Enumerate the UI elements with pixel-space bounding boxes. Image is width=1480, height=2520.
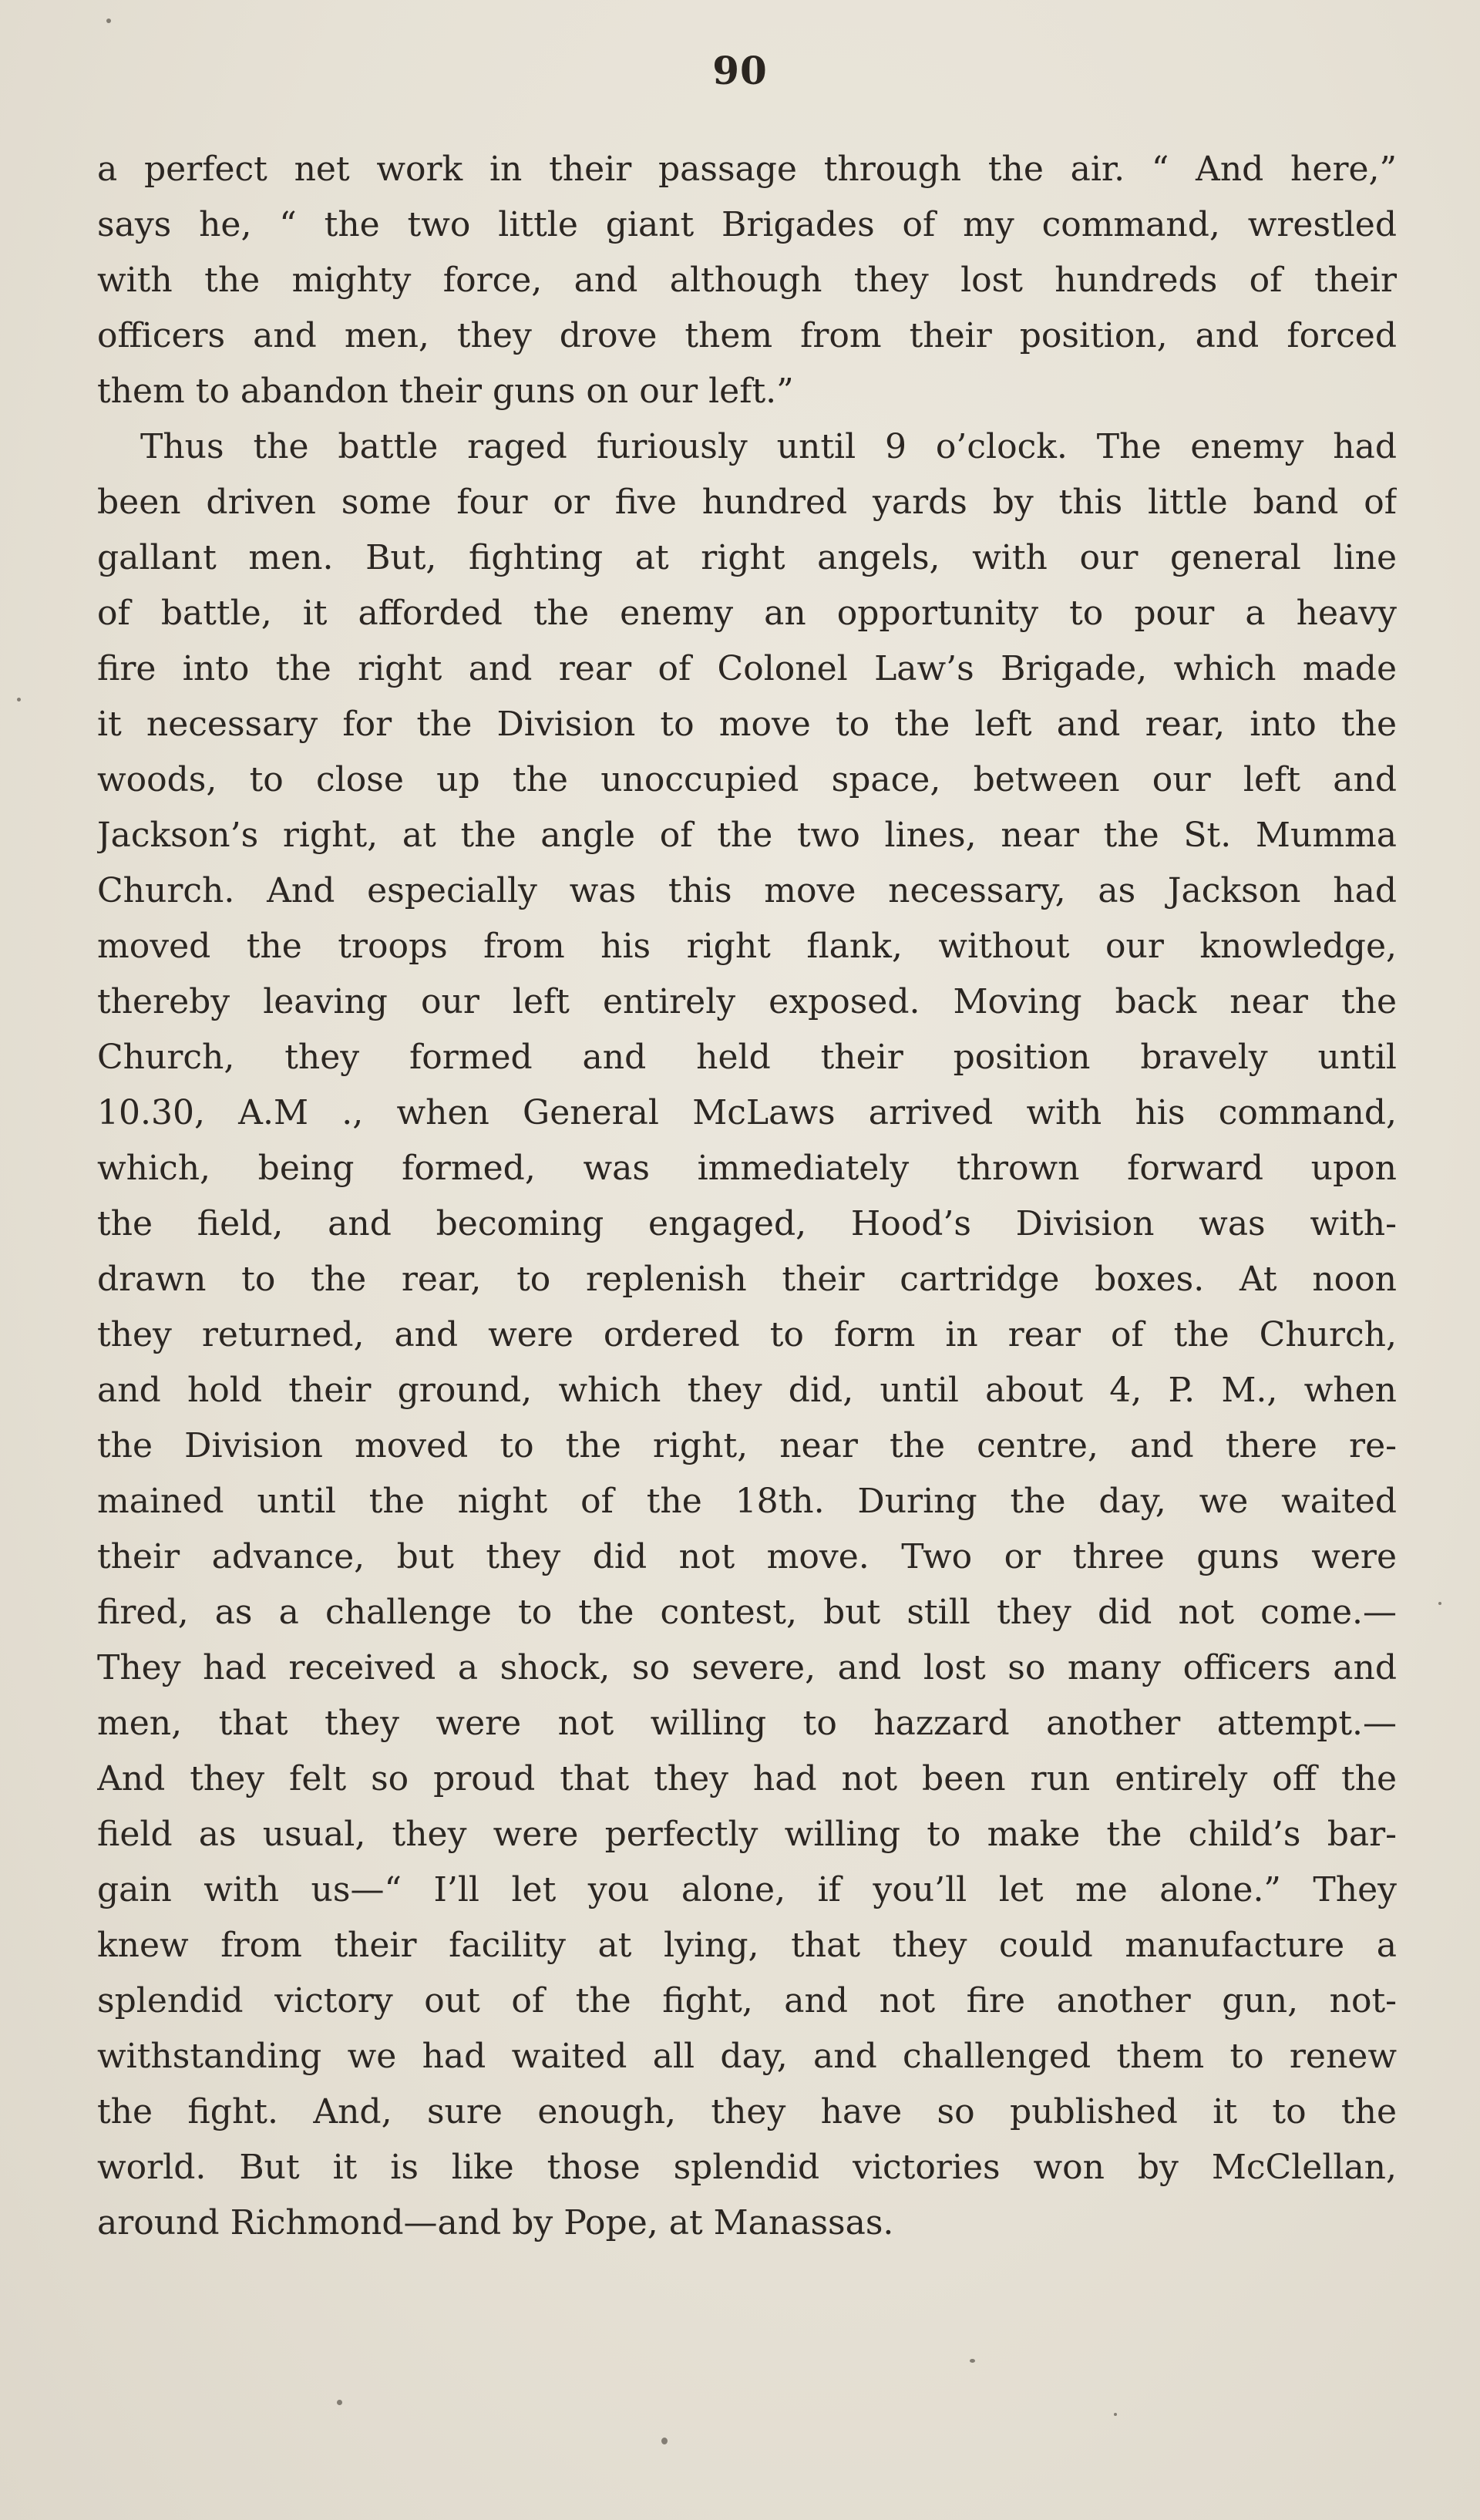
text-line: thereby leaving our left entirely exposed. Moving back near the	[97, 982, 1397, 1021]
text-line: the fight. And, sure enough, they have so published it to the	[97, 2092, 1397, 2131]
text-line: Church. And especially was this move necessary, as Jackson had	[97, 871, 1397, 910]
text-line: they returned, and were ordered to form in rear of the Church,	[97, 1315, 1397, 1354]
text-line: Jackson’s right, at the angle of the two lines, near the St. Mumma	[97, 816, 1397, 855]
text-line: woods, to close up the unoccupied space, between our left and	[97, 760, 1397, 799]
text-line: fire into the right and rear of Colonel Law’s Brigade, which made	[97, 649, 1397, 688]
text-line: world. But it is like those splendid victories won by McClellan,	[97, 2148, 1397, 2187]
text-line: around Richmond—and by Pope, at Manassas.	[97, 2203, 894, 2242]
text-line: says he, “ the two little giant Brigades of my command, wrestled	[97, 205, 1397, 244]
text-line: gain with us—“ I’ll let you alone, if you’ll let me alone.” They	[97, 1870, 1397, 1909]
text-line: and hold their ground, which they did, until about 4, P. M., when	[97, 1371, 1397, 1410]
text-line: field as usual, they were perfectly willing to make the child’s bar-	[97, 1815, 1397, 1854]
text-line: And they felt so proud that they had not been run entirely off the	[97, 1759, 1397, 1798]
text-line: moved the troops from his right flank, without our knowledge,	[97, 927, 1397, 966]
text-line: them to abandon their guns on our left.”	[97, 372, 794, 411]
paper-speck	[1438, 1602, 1441, 1605]
text-line: the Division moved to the right, near the centre, and there re-	[97, 1426, 1397, 1465]
paper-speck	[661, 2438, 668, 2444]
text-line: 10.30, A.M ., when General McLaws arrived with his command,	[97, 1093, 1397, 1132]
text-line: officers and men, they drove them from their position, and forced	[97, 316, 1397, 355]
page-number: 90	[712, 48, 768, 93]
text-line: fired, as a challenge to the contest, but still they did not come.—	[97, 1593, 1397, 1632]
paper-speck	[106, 19, 111, 23]
paper-speck	[337, 2400, 342, 2405]
text-line: knew from their facility at lying, that they could manufacture a	[97, 1926, 1397, 1965]
paragraph-start-line: Thus the battle raged furiously until 9 o’clock. The enemy had	[140, 427, 1397, 466]
paper-speck	[1114, 2413, 1117, 2416]
text-line: their advance, but they did not move. Two or three guns were	[97, 1537, 1397, 1576]
text-line: of battle, it afforded the enemy an opportunity to pour a heavy	[97, 594, 1397, 633]
text-line: it necessary for the Division to move to the left and rear, into the	[97, 705, 1397, 744]
text-line: which, being formed, was immediately thrown forward upon	[97, 1149, 1397, 1188]
text-line: splendid victory out of the fight, and not fire another gun, not-	[97, 1981, 1397, 2020]
text-line: mained until the night of the 18th. During the day, we waited	[97, 1482, 1397, 1521]
text-line: Church, they formed and held their position bravely until	[97, 1038, 1397, 1077]
text-line: withstanding we had waited all day, and challenged them to renew	[97, 2037, 1397, 2076]
text-line: the field, and becoming engaged, Hood’s Division was with-	[97, 1204, 1397, 1243]
text-line: drawn to the rear, to replenish their cartridge boxes. At noon	[97, 1260, 1397, 1299]
text-line: been driven some four or five hundred yards by this little band of	[97, 483, 1397, 522]
text-line: a perfect net work in their passage through the air. “ And here,”	[97, 150, 1397, 189]
text-line: men, that they were not willing to hazzard another attempt.—	[97, 1704, 1397, 1743]
paper-speck	[17, 698, 21, 701]
text-line: gallant men. But, fighting at right angels, with our general line	[97, 538, 1397, 577]
paper-speck	[970, 2359, 975, 2363]
body-text	[97, 142, 1397, 2251]
text-line: with the mighty force, and although they lost hundreds of their	[97, 261, 1397, 300]
text-line: They had received a shock, so severe, and lost so many officers and	[97, 1648, 1397, 1687]
